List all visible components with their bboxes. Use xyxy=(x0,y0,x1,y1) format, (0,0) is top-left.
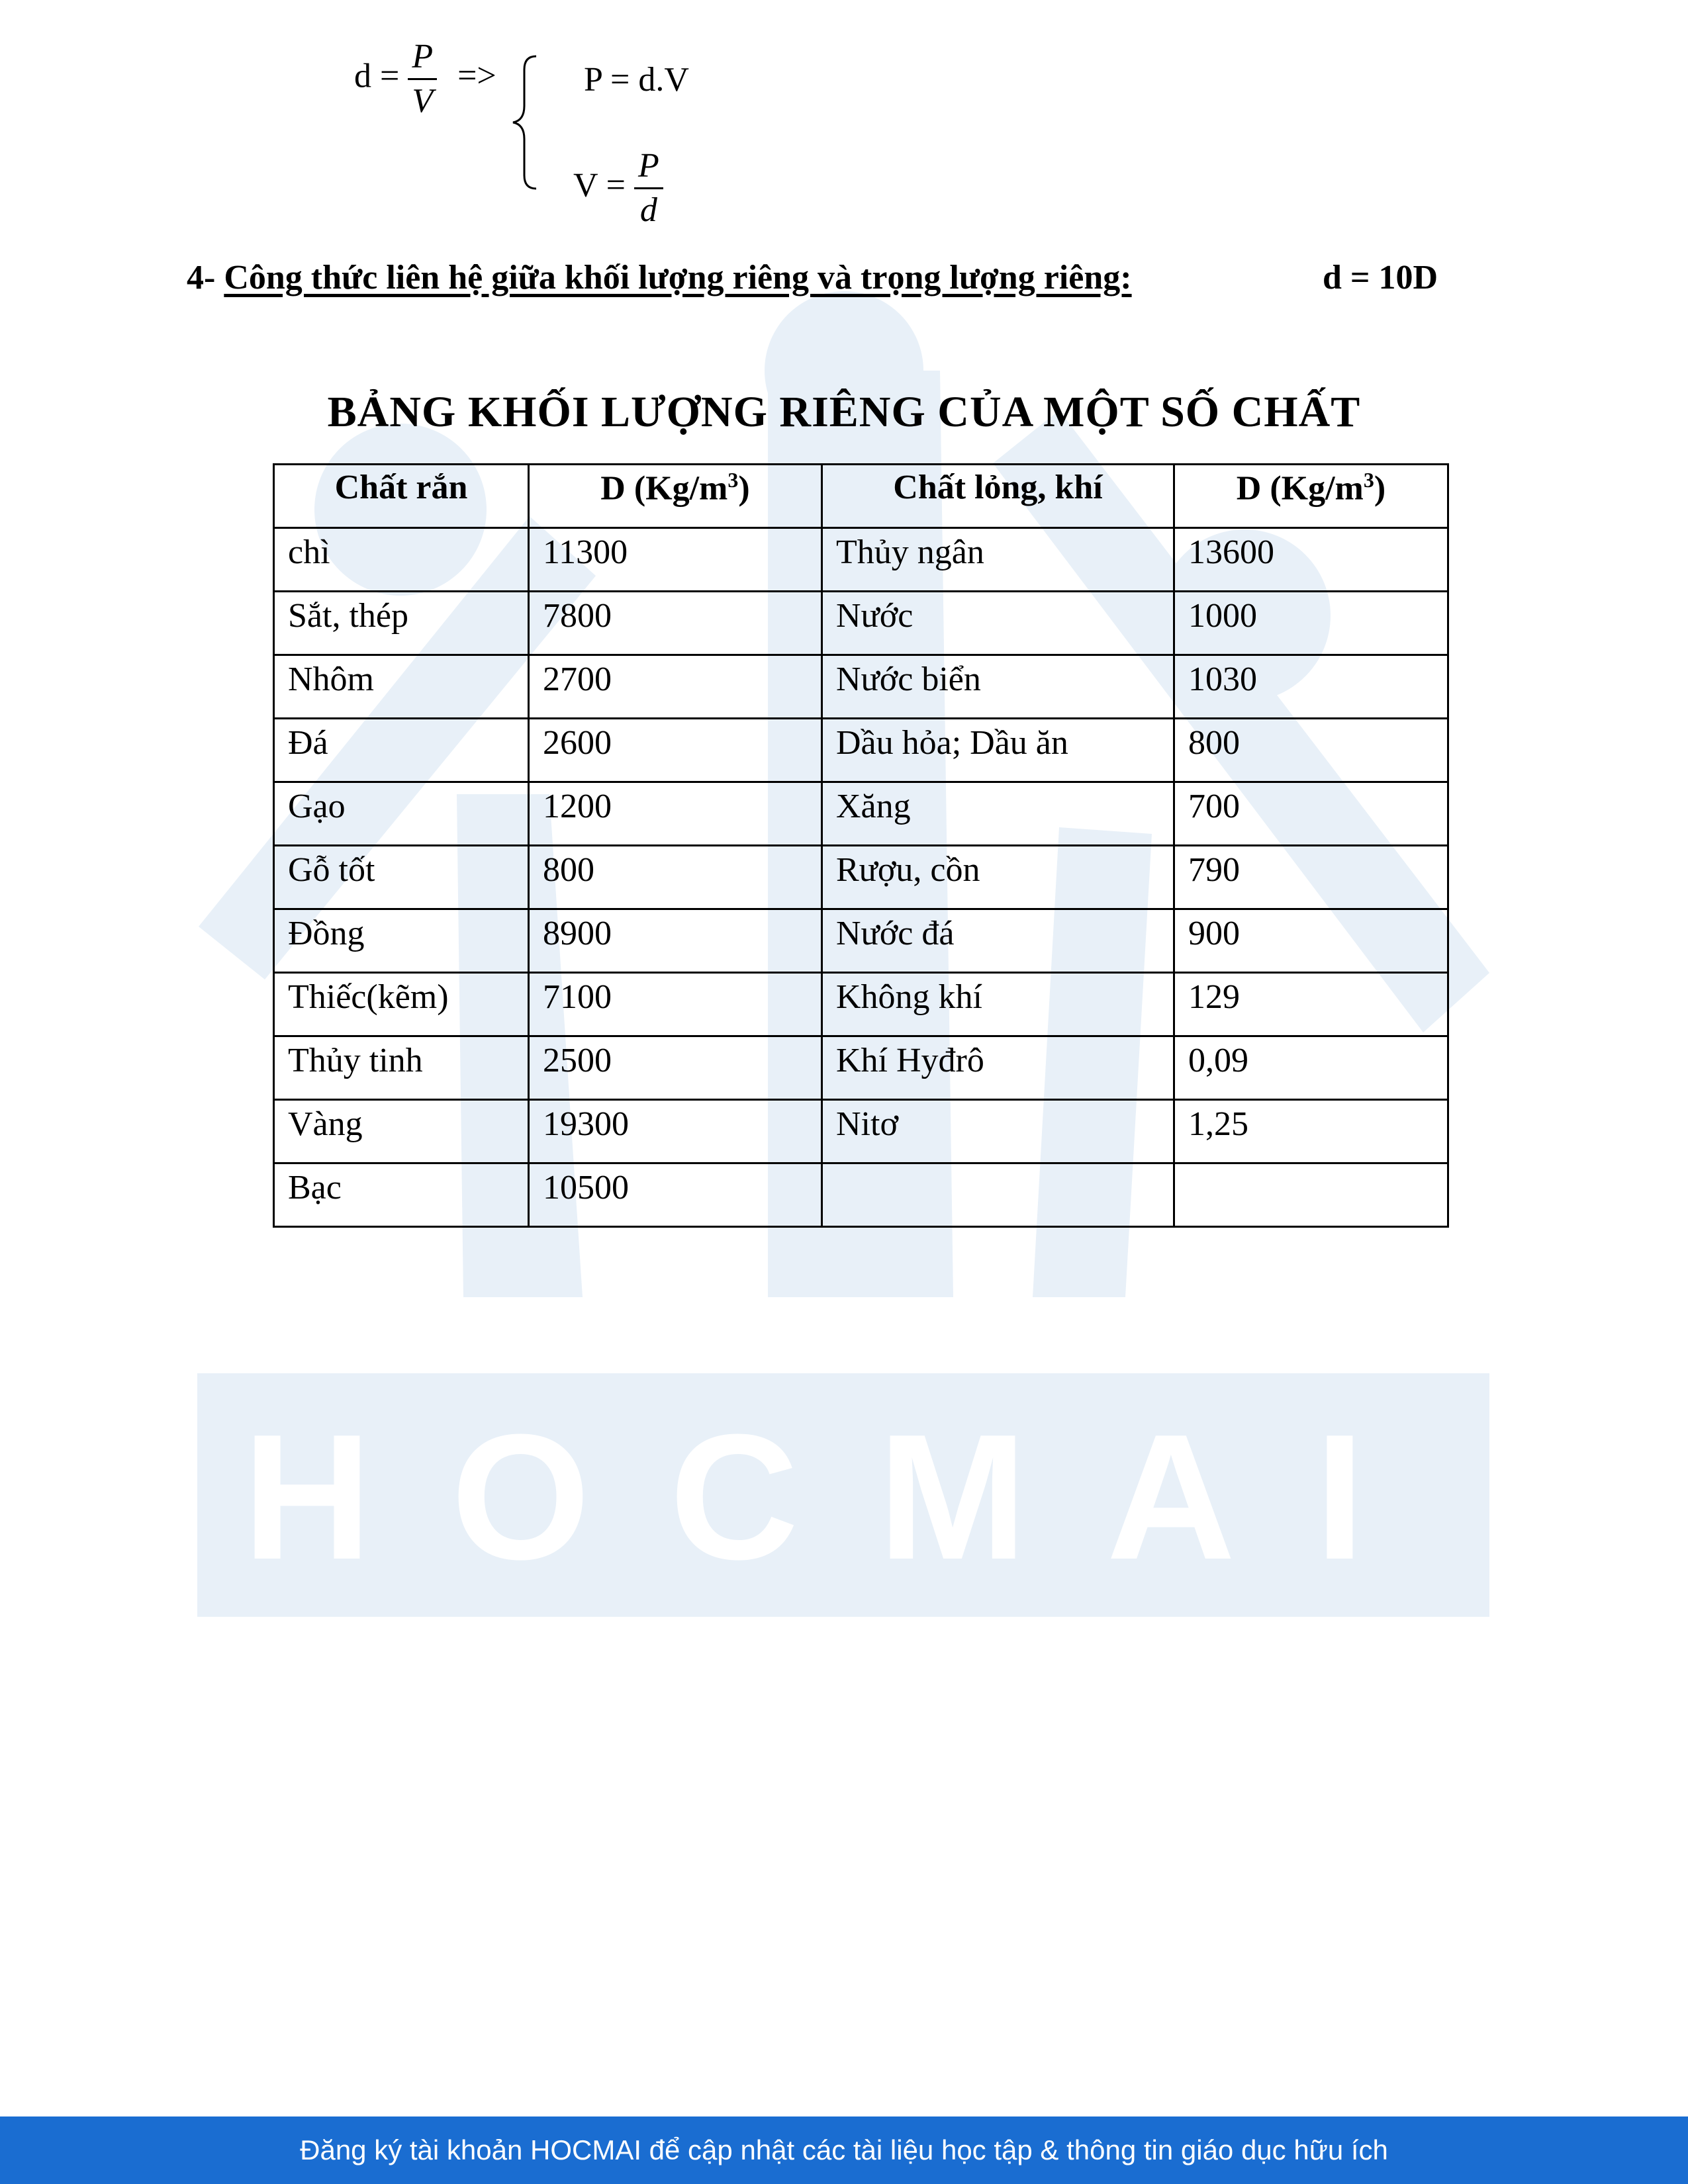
solid-density-cell: 11300 xyxy=(529,528,822,592)
table-row xyxy=(274,592,1448,655)
liquid-density-cell: 790 xyxy=(1174,846,1448,909)
footer-banner[interactable]: Đăng ký tài khoản HOCMAI để cập nhật các tài liệu học tập & thông tin giáo dục hữu ích xyxy=(0,2116,1688,2184)
table-body xyxy=(274,528,1448,1227)
table-row xyxy=(274,1100,1448,1163)
liquid-name-cell: Nước biển xyxy=(822,655,1174,719)
table-row xyxy=(274,1163,1448,1227)
formula-case-2 xyxy=(573,149,663,228)
table-row xyxy=(274,846,1448,909)
table-title: BẢNG KHỐI LƯỢNG RIÊNG CỦA MỘT SỐ CHẤT xyxy=(327,388,1361,436)
solid-name-cell: Thiếc(kẽm) xyxy=(274,973,529,1036)
density-table xyxy=(273,463,1449,1228)
fraction-numerator: P xyxy=(634,149,663,189)
liquid-density-cell: 700 xyxy=(1174,782,1448,846)
formula-d-eq: d = xyxy=(354,57,400,95)
liquid-density-cell: 129 xyxy=(1174,973,1448,1036)
liquid-name-cell: Khí Hyđrô xyxy=(822,1036,1174,1100)
formula-implies: => xyxy=(457,57,496,95)
solid-name-cell: Thủy tinh xyxy=(274,1036,529,1100)
header-liquid-gas: Chất lỏng, khí xyxy=(822,465,1174,528)
fraction-denominator: V xyxy=(412,82,434,120)
liquid-density-cell: 1030 xyxy=(1174,655,1448,719)
solid-density-cell: 2700 xyxy=(529,655,822,719)
table-row xyxy=(274,655,1448,719)
section-number: 4- xyxy=(187,259,216,296)
watermark-text: HOCMAI xyxy=(242,1398,1444,1597)
table-row xyxy=(274,719,1448,782)
liquid-name-cell: Dầu hỏa; Dầu ăn xyxy=(822,719,1174,782)
solid-name-cell: Nhôm xyxy=(274,655,529,719)
fraction-denominator: d xyxy=(639,191,657,229)
solid-name-cell: Sắt, thép xyxy=(274,592,529,655)
solid-density-cell: 8900 xyxy=(529,909,822,973)
solid-name-cell: Đồng xyxy=(274,909,529,973)
solid-name-cell: Đá xyxy=(274,719,529,782)
solid-name-cell: Bạc xyxy=(274,1163,529,1227)
fraction-p-over-v xyxy=(408,40,437,118)
liquid-name-cell: Rượu, cồn xyxy=(822,846,1174,909)
liquid-name-cell: Thủy ngân xyxy=(822,528,1174,592)
curly-brace-icon xyxy=(510,53,549,192)
solid-density-cell: 7100 xyxy=(529,973,822,1036)
liquid-density-cell: 800 xyxy=(1174,719,1448,782)
liquid-name-cell: Nước đá xyxy=(822,909,1174,973)
solid-name-cell: Gỗ tốt xyxy=(274,846,529,909)
formula-case-1: P = d.V xyxy=(584,61,689,99)
table-row xyxy=(274,973,1448,1036)
header-density-liquid: D $(Kg/m^3)$ xyxy=(1174,465,1448,528)
solid-density-cell: 2500 xyxy=(529,1036,822,1100)
formula-v-eq: V = xyxy=(573,166,626,205)
table-header-row xyxy=(274,465,1448,528)
table-row xyxy=(274,528,1448,592)
liquid-density-cell: 1,25 xyxy=(1174,1100,1448,1163)
liquid-name-cell: Không khí xyxy=(822,973,1174,1036)
solid-name-cell: Vàng xyxy=(274,1100,529,1163)
liquid-density-cell: 1000 xyxy=(1174,592,1448,655)
density-formula xyxy=(354,40,496,118)
table-row xyxy=(274,909,1448,973)
liquid-name-cell: Nitơ xyxy=(822,1100,1174,1163)
solid-name-cell: Gạo xyxy=(274,782,529,846)
header-density-solid: D $(Kg/m^3)$ xyxy=(529,465,822,528)
table-row xyxy=(274,1036,1448,1100)
table-row xyxy=(274,782,1448,846)
solid-density-cell: 2600 xyxy=(529,719,822,782)
liquid-density-cell xyxy=(1174,1163,1448,1227)
solid-density-cell: 800 xyxy=(529,846,822,909)
liquid-name-cell: Xăng xyxy=(822,782,1174,846)
fraction-numerator: P xyxy=(408,40,437,80)
liquid-density-cell: 900 xyxy=(1174,909,1448,973)
liquid-density-cell: 0,09 xyxy=(1174,1036,1448,1100)
section-title: Công thức liên hệ giữa khối lượng riêng và trọng lượng riêng: xyxy=(224,259,1132,296)
liquid-density-cell: 13600 xyxy=(1174,528,1448,592)
solid-density-cell: 10500 xyxy=(529,1163,822,1227)
fraction-p-over-d xyxy=(634,149,663,228)
header-solid: Chất rắn xyxy=(274,465,529,528)
liquid-name-cell xyxy=(822,1163,1174,1227)
section-4-heading xyxy=(187,258,1511,297)
relation-equation: d = 10D xyxy=(1323,259,1438,296)
solid-density-cell: 1200 xyxy=(529,782,822,846)
solid-density-cell: 19300 xyxy=(529,1100,822,1163)
solid-density-cell: 7800 xyxy=(529,592,822,655)
solid-name-cell: chì xyxy=(274,528,529,592)
liquid-name-cell: Nước xyxy=(822,592,1174,655)
